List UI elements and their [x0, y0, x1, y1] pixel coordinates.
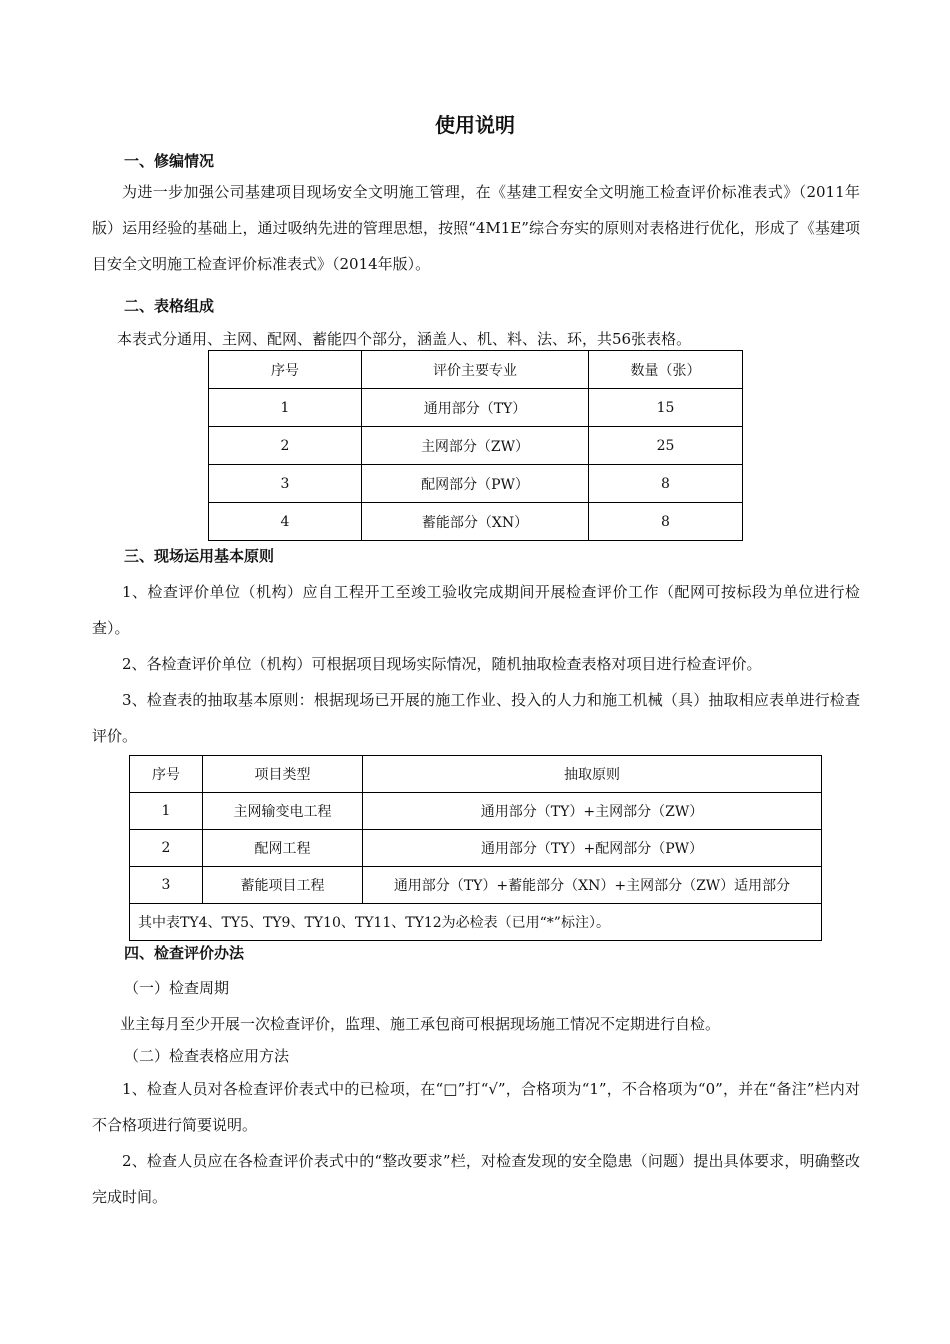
- table-cell: 蓄能项目工程: [203, 867, 363, 904]
- table-row: [209, 465, 743, 503]
- method-2: 2、检查人员应在各检查评价表式中的“整改要求”栏，对检查发现的安全隐患（问题）提出具体要求，明确整改完成时间。: [92, 1152, 860, 1206]
- table-note-row: [130, 904, 822, 941]
- table-cell: 8: [589, 503, 743, 541]
- subheading-method: （二）检查表格应用方法: [124, 1047, 290, 1065]
- header-cell: 项目类型: [203, 756, 363, 793]
- header-cell: 评价主要专业: [362, 351, 589, 389]
- section-heading-principles: 三、现场运用基本原则: [124, 547, 275, 565]
- paragraph-revision: 为进一步加强公司基建项目现场安全文明施工管理，在《基建工程安全文明施工检查评价标准表式》（2011年版）运用经验的基础上，通过吸纳先进的管理思想，按照“4M1E”综合夯实的原则对表格进行优化，形成了《基建项目安全文明施工检查评价标准表式》（2014年版）。: [92, 183, 860, 273]
- table-row: [209, 389, 743, 427]
- table-row: [130, 830, 822, 867]
- table-header-row: [130, 756, 822, 793]
- table-cell: 2: [130, 830, 203, 867]
- section-heading-composition: 二、表格组成: [124, 297, 215, 315]
- table-cell: 15: [589, 389, 743, 427]
- page-title: 使用说明: [435, 113, 515, 137]
- header-cell: 抽取原则: [363, 756, 822, 793]
- table-header-row: [209, 351, 743, 389]
- header-cell: 数量（张）: [589, 351, 743, 389]
- table-cell: 1: [209, 389, 362, 427]
- period-text: 业主每月至少开展一次检查评价，监理、施工承包商可根据现场施工情况不定期进行自检。: [120, 1015, 721, 1033]
- table-row: [130, 867, 822, 904]
- section-heading-methods: 四、检查评价办法: [124, 944, 245, 962]
- table-cell: 3: [130, 867, 203, 904]
- table-cell: 主网部分（ZW）: [362, 427, 589, 465]
- principle-3: 3、检查表的抽取基本原则：根据现场已开展的施工作业、投入的人力和施工机械（具）抽取相应表单进行检查评价。: [92, 691, 860, 745]
- table-cell: 1: [130, 793, 203, 830]
- table-row: [209, 427, 743, 465]
- composition-table: [208, 350, 743, 541]
- composition-intro: 本表式分通用、主网、配网、蓄能四个部分，涵盖人、机、料、法、环，共56张表格。: [117, 330, 692, 348]
- header-cell: 序号: [209, 351, 362, 389]
- table-cell: 25: [589, 427, 743, 465]
- table-row: [209, 503, 743, 541]
- table-row: [130, 793, 822, 830]
- subheading-period: （一）检查周期: [124, 979, 230, 997]
- table-cell: 通用部分（TY）+蓄能部分（XN）+主网部分（ZW）适用部分: [363, 867, 822, 904]
- method-1: 1、检查人员对各检查评价表式中的已检项，在“□”打“√”，合格项为“1”，不合格项为“0”，并在“备注”栏内对不合格项进行简要说明。: [92, 1080, 860, 1134]
- table-cell: 蓄能部分（XN）: [362, 503, 589, 541]
- table-note: 其中表TY4、TY5、TY9、TY10、TY11、TY12为必检表（已用“*”标注）。: [130, 904, 822, 941]
- table-cell: 3: [209, 465, 362, 503]
- principle-1: 1、检查评价单位（机构）应自工程开工至竣工验收完成期间开展检查评价工作（配网可按标段为单位进行检查）。: [92, 583, 860, 637]
- table-cell: 通用部分（TY）: [362, 389, 589, 427]
- table-cell: 2: [209, 427, 362, 465]
- section-heading-revision: 一、修编情况: [124, 152, 215, 170]
- table-cell: 配网部分（PW）: [362, 465, 589, 503]
- table-cell: 通用部分（TY）+主网部分（ZW）: [363, 793, 822, 830]
- principle-2: 2、各检查评价单位（机构）可根据项目现场实际情况，随机抽取检查表格对项目进行检查评价。: [122, 655, 762, 673]
- sampling-table: [129, 755, 822, 941]
- table-cell: 配网工程: [203, 830, 363, 867]
- table-cell: 通用部分（TY）+配网部分（PW）: [363, 830, 822, 867]
- table-cell: 主网输变电工程: [203, 793, 363, 830]
- table-cell: 8: [589, 465, 743, 503]
- table-cell: 4: [209, 503, 362, 541]
- header-cell: 序号: [130, 756, 203, 793]
